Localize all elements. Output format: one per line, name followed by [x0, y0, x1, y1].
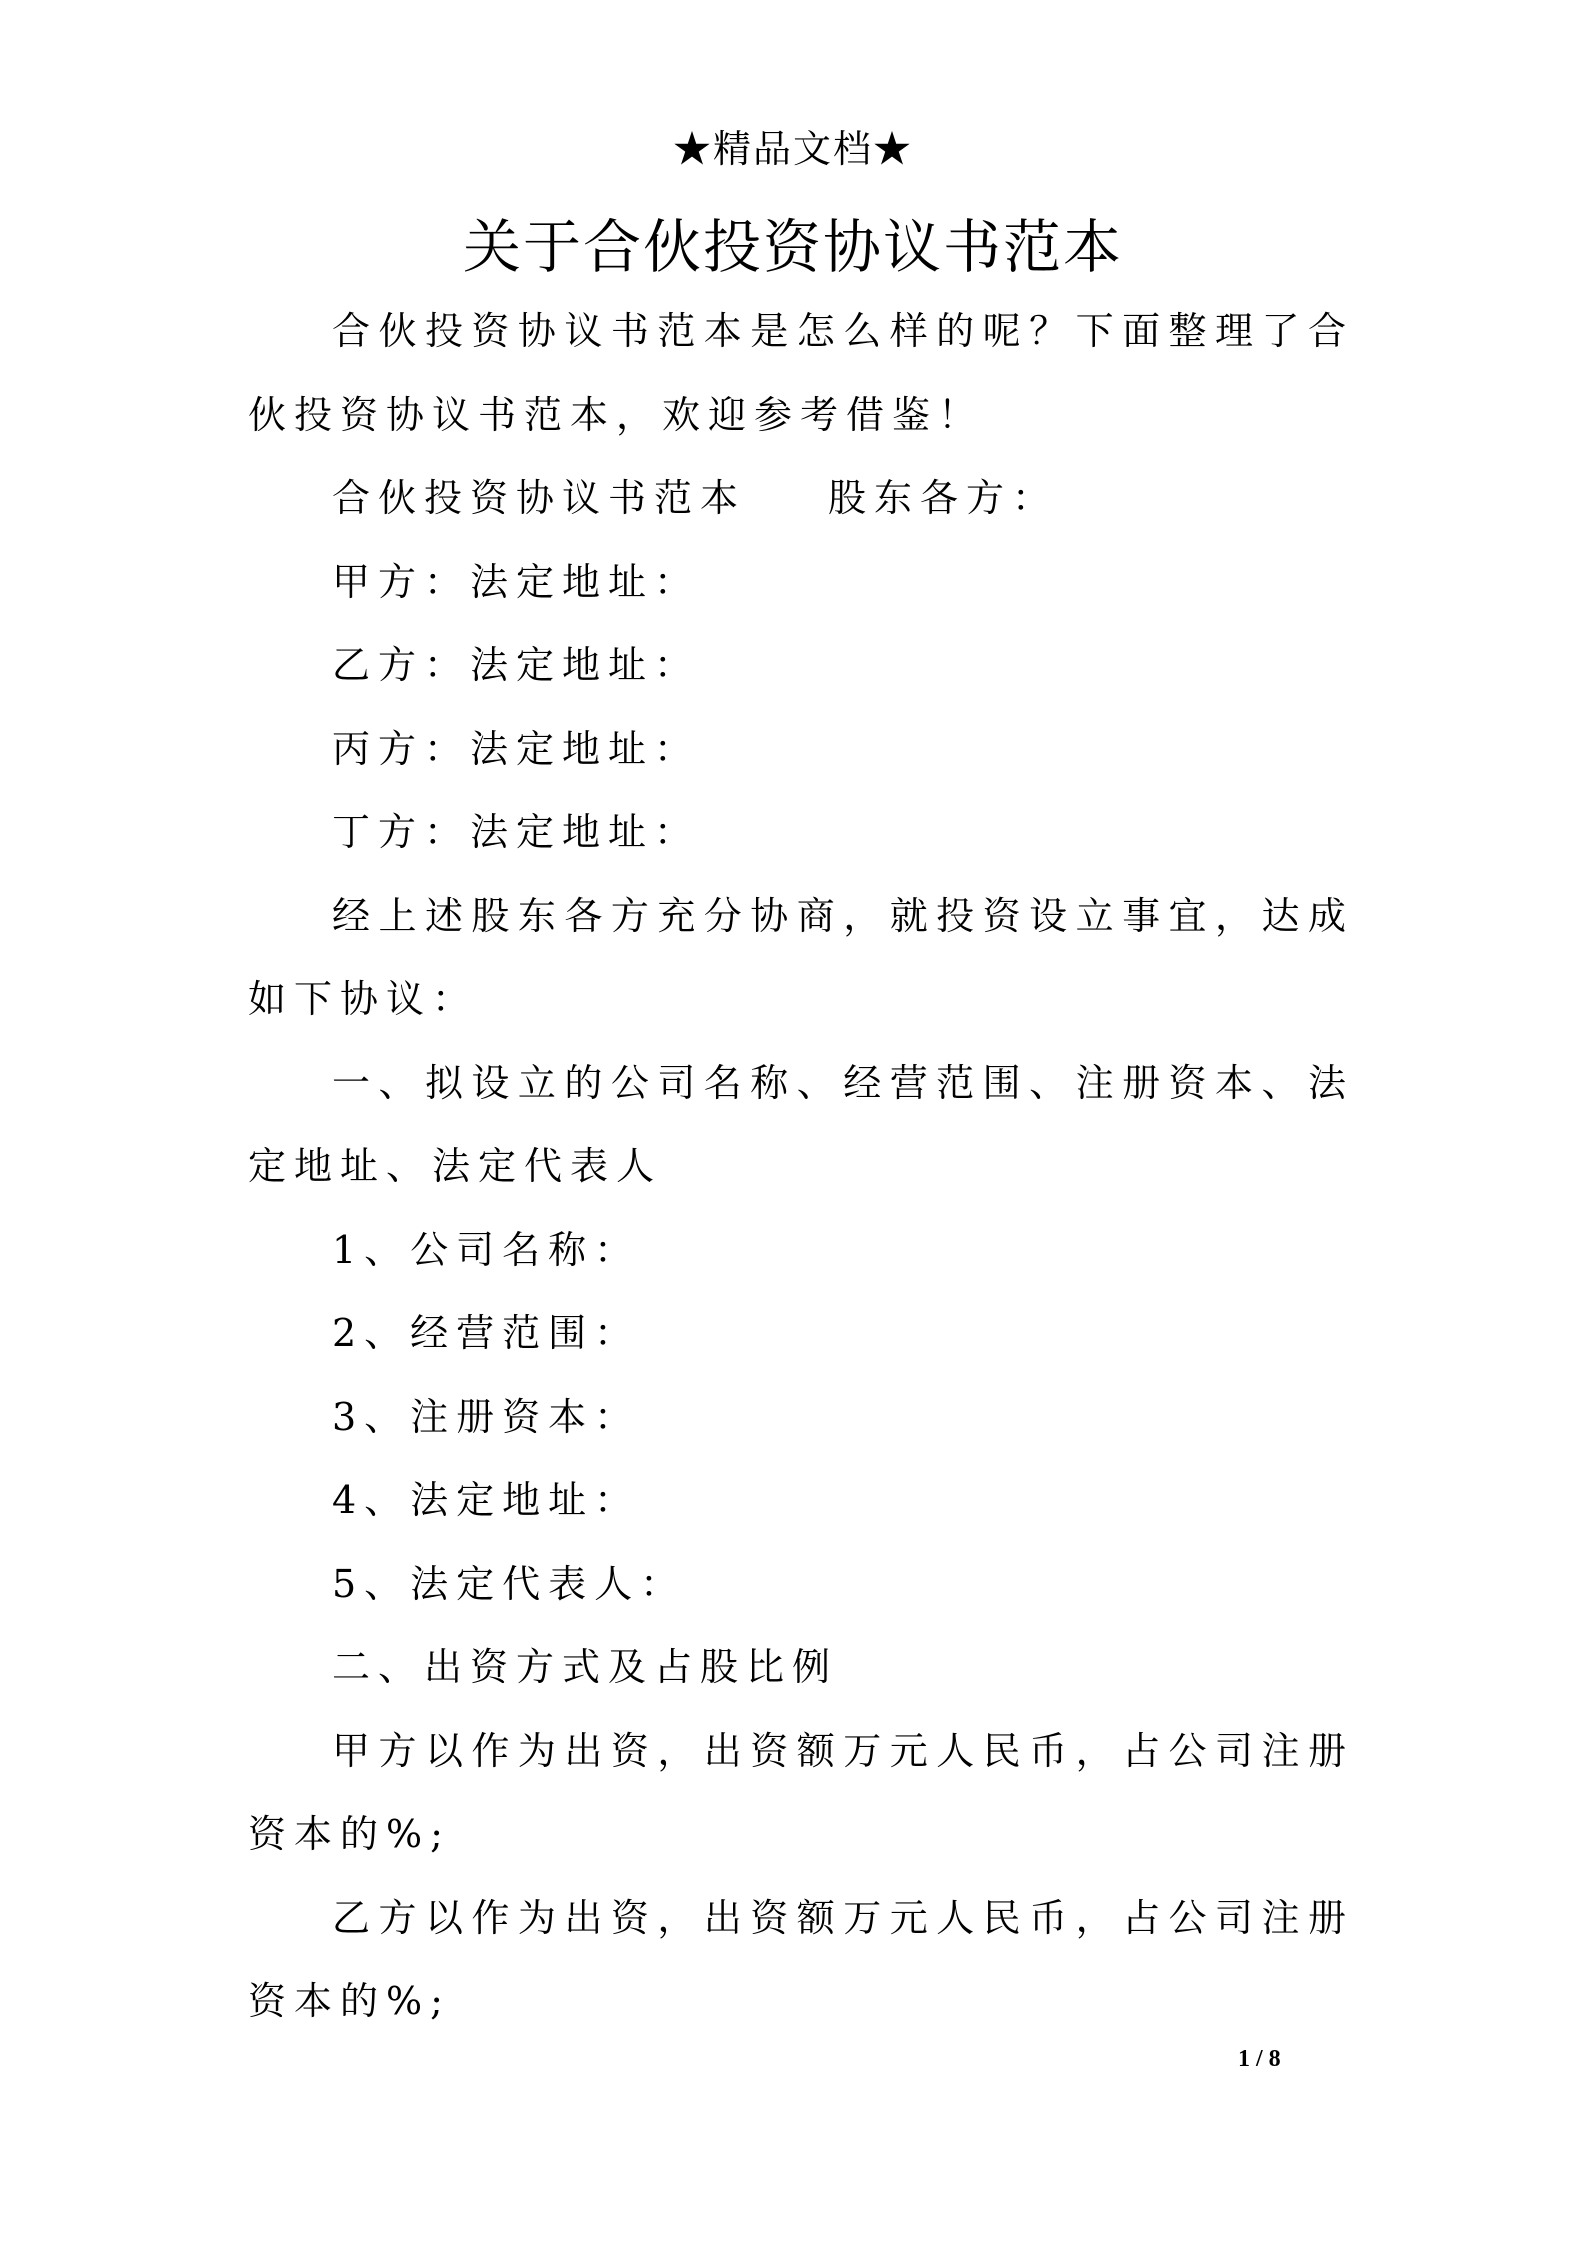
party-b-line: 乙方：法定地址：: [332, 643, 701, 687]
document-header: ★精品文档★: [672, 127, 913, 171]
item-business-scope: 2、经营范围：: [332, 1311, 641, 1355]
party-d-line: 丁方：法定地址：: [332, 810, 701, 854]
section-2-heading: 二、出资方式及占股比例: [332, 1645, 839, 1689]
document-title: 关于合伙投资协议书范本: [462, 213, 1123, 281]
parties-line-right: 股东各方：: [828, 476, 1059, 520]
item-company-name: 1、公司名称：: [332, 1227, 641, 1272]
parties-line: [248, 457, 1354, 541]
party-b-contribution: 乙方以作为出资，出资额万元人民币，占公司注册资本的%;: [248, 1895, 1354, 2023]
page-number: 1 / 8: [1238, 2046, 1281, 2072]
item-legal-address: 4、法定地址：: [332, 1478, 641, 1522]
document-body: [248, 290, 1354, 2044]
party-a-contribution: 甲方以作为出资，出资额万元人民币，占公司注册资本的%;: [248, 1728, 1354, 1856]
intro-paragraph: 合伙投资协议书范本是怎么样的呢？下面整理了合伙投资协议书范本，欢迎参考借鉴！: [248, 309, 1354, 437]
agreement-paragraph: 经上述股东各方充分协商，就投资设立事宜，达成如下协议：: [248, 893, 1354, 1021]
section-1-heading: 一、拟设立的公司名称、经营范围、注册资本、法定地址、法定代表人: [248, 1060, 1354, 1188]
party-c-line: 丙方：法定地址：: [332, 726, 701, 771]
parties-line-left: 合伙投资协议书范本: [332, 476, 747, 520]
item-legal-representative: 5、法定代表人：: [332, 1561, 687, 1606]
item-registered-capital: 3、注册资本：: [332, 1394, 641, 1439]
party-a-line: 甲方：法定地址：: [332, 559, 701, 604]
